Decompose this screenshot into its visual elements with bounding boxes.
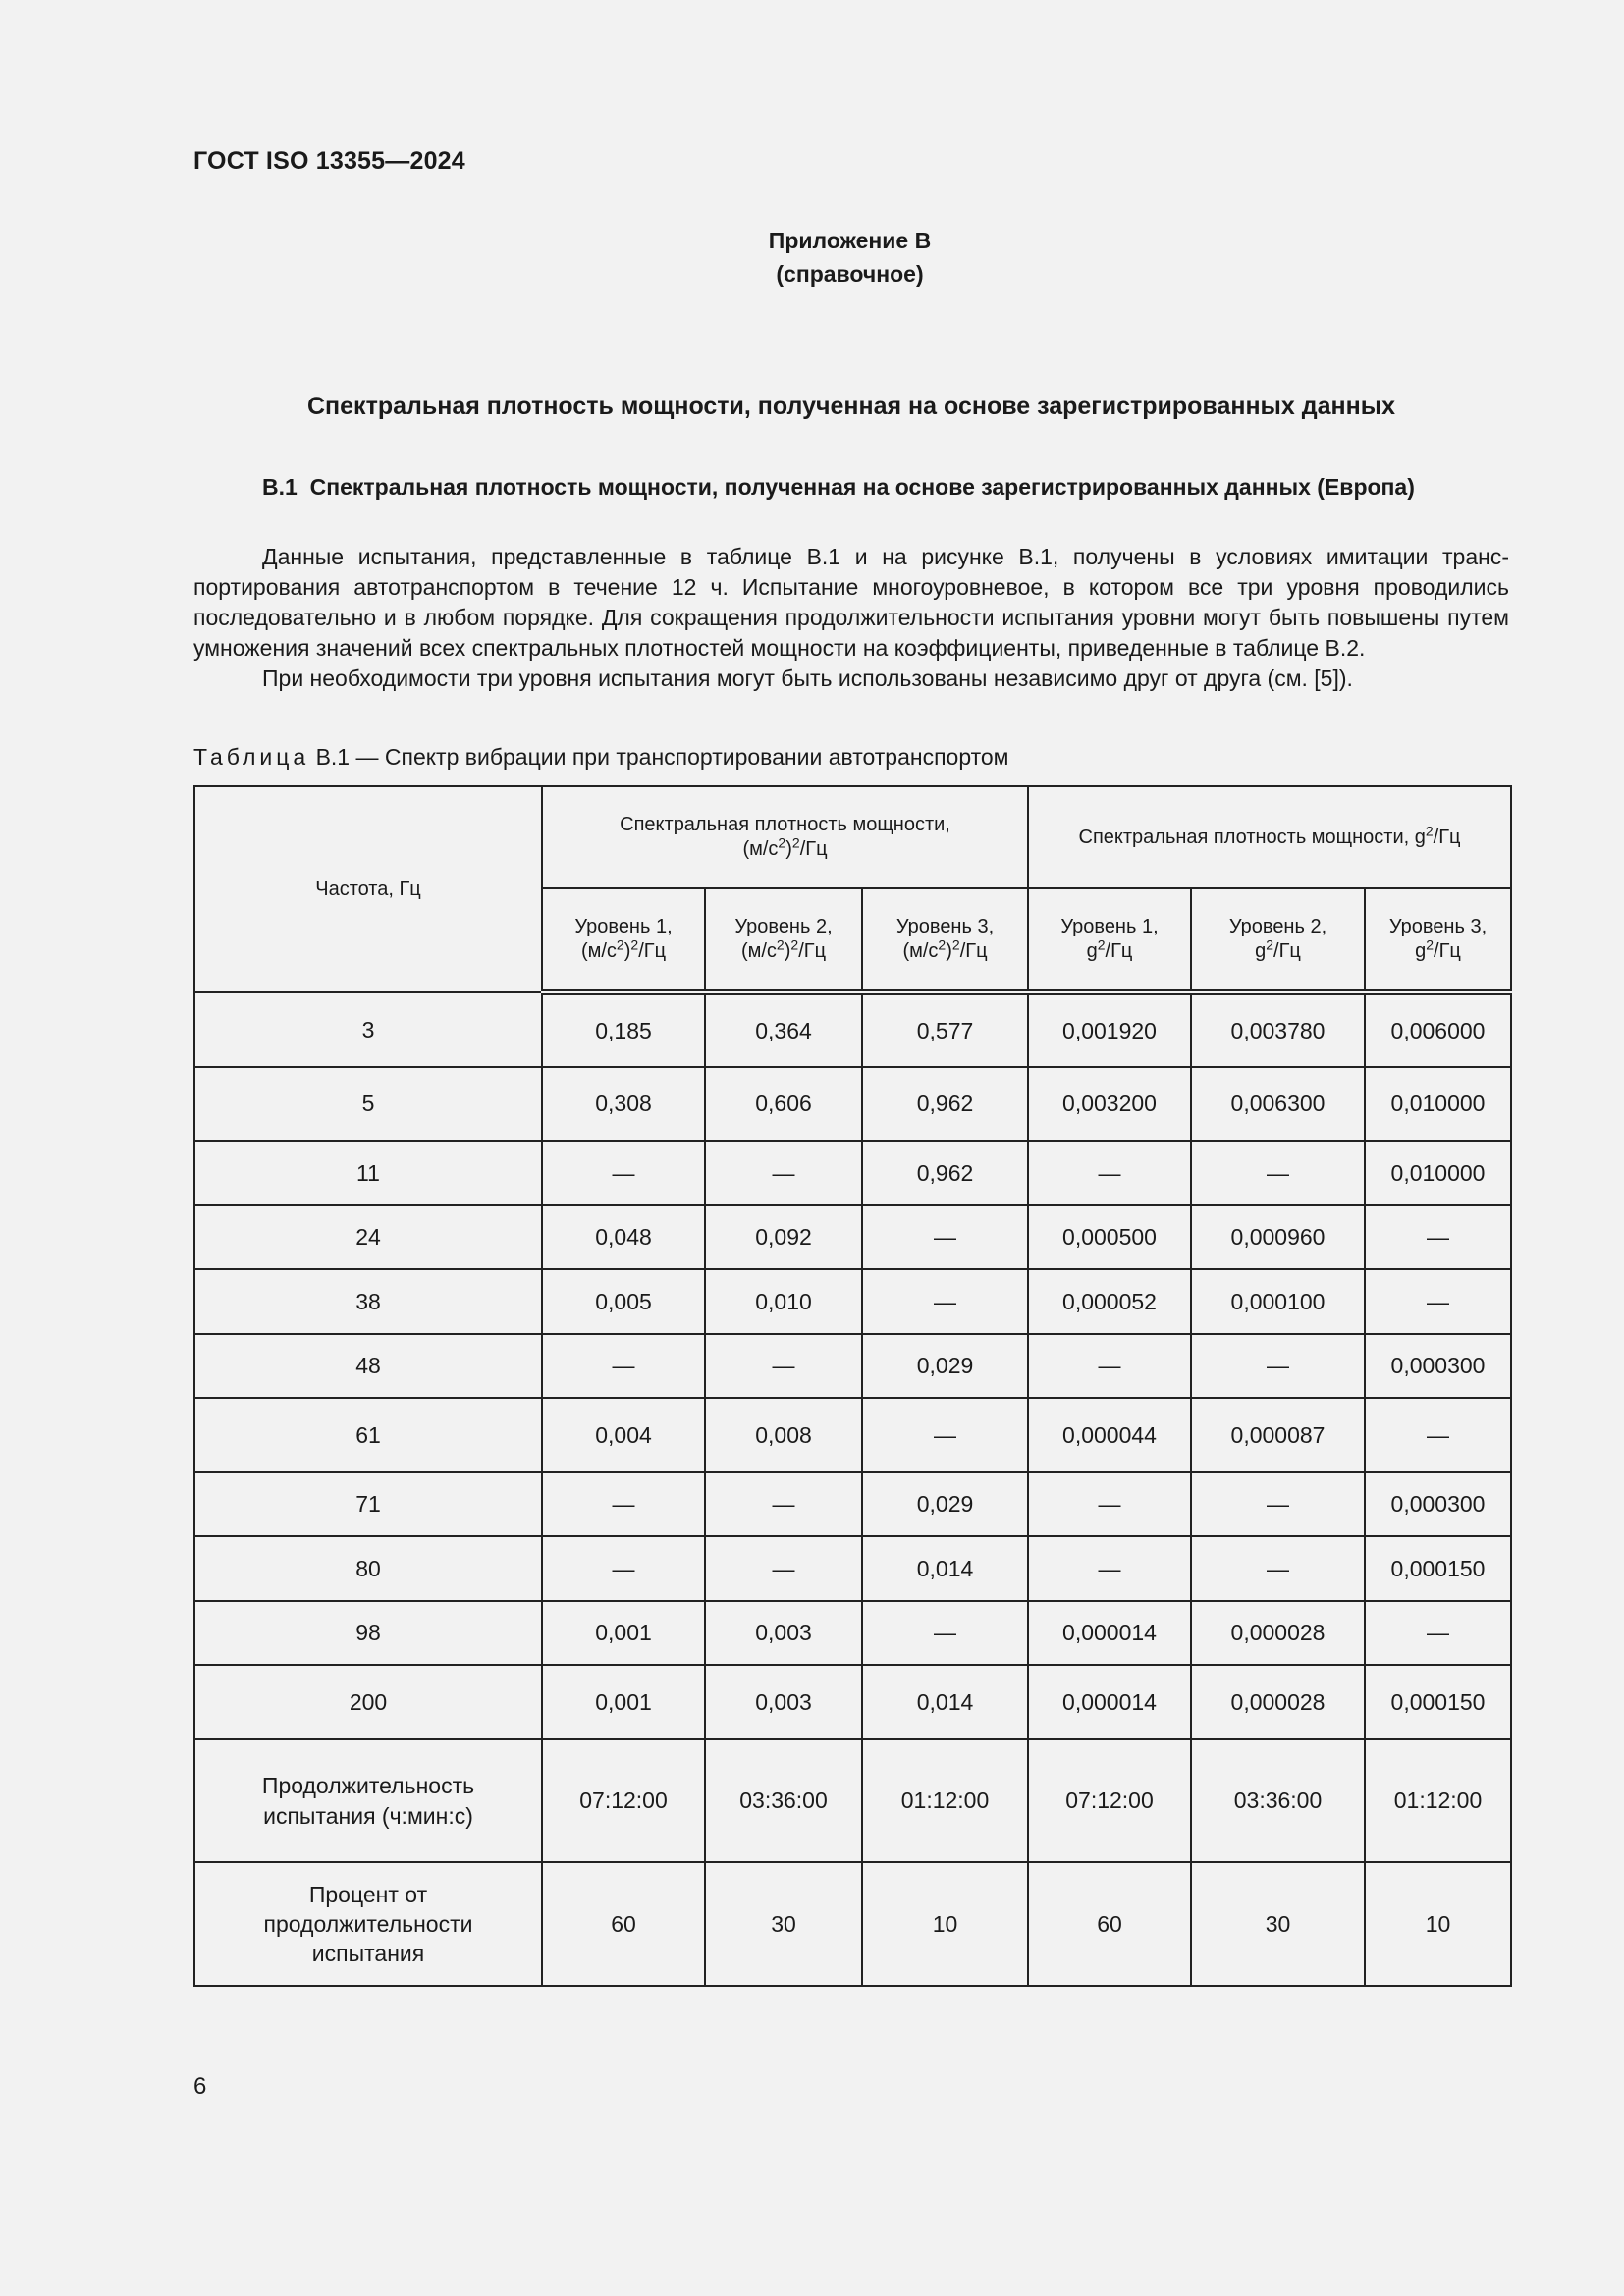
level-3-g-header: Уровень 3, $g^2/Гц$ (1365, 888, 1511, 992)
cell-value: 0,005 (542, 1269, 705, 1334)
table-row (194, 1205, 1511, 1269)
cell-frequency: 98 (194, 1601, 542, 1665)
cell-value: 0,001920 (1028, 992, 1191, 1067)
cell-value: 0,000014 (1028, 1665, 1191, 1739)
cell-value: 0,000150 (1365, 1536, 1511, 1601)
cell-value: — (1191, 1536, 1365, 1601)
cell-value: — (862, 1398, 1028, 1472)
duration-label: Продолжительность испытания (ч:мин:с) (194, 1739, 542, 1862)
cell-value: 0,962 (862, 1067, 1028, 1141)
cell-frequency: 61 (194, 1398, 542, 1472)
cell-value: 0,000300 (1365, 1334, 1511, 1398)
cell-value: 0,606 (705, 1067, 862, 1141)
cell-value: — (1028, 1536, 1191, 1601)
cell-value: — (862, 1269, 1028, 1334)
level-1-ms-header: Уровень 1, $(м/с^2)^2/Гц$ (542, 888, 705, 992)
cell-value: 0,000028 (1191, 1601, 1365, 1665)
duration-row (194, 1739, 1511, 1862)
section-title: Спектральная плотность мощности, полученная на основе зарегистрированных данных (Европа) (309, 474, 1415, 500)
document-title: Спектральная плотность мощности, полученная на основе зарегистрированных данных (307, 393, 1395, 420)
cell-value: — (1191, 1141, 1365, 1205)
cell-frequency: 11 (194, 1141, 542, 1205)
spectrum-table (193, 785, 1512, 1987)
cell-frequency: 24 (194, 1205, 542, 1269)
cell-value: 0,003 (705, 1601, 862, 1665)
cell-value: 0,001 (542, 1601, 705, 1665)
body-text (193, 542, 1509, 694)
cell-value: 0,308 (542, 1067, 705, 1141)
cell-value: 0,010000 (1365, 1141, 1511, 1205)
table-row (194, 992, 1511, 1067)
cell-value: 0,003200 (1028, 1067, 1191, 1141)
cell-value: — (1191, 1472, 1365, 1536)
cell-value: 0,004 (542, 1398, 705, 1472)
cell-frequency: 38 (194, 1269, 542, 1334)
section-heading (262, 472, 1509, 503)
frequency-header: Частота, Гц (194, 786, 542, 992)
table-caption-text: B.1 — Спектр вибрации при транспортировании автотранспортом (309, 744, 1009, 770)
cell-value: — (542, 1141, 705, 1205)
cell-value: 03:36:00 (705, 1739, 862, 1862)
cell-value: 30 (705, 1862, 862, 1986)
cell-value: — (1365, 1205, 1511, 1269)
cell-value: 30 (1191, 1862, 1365, 1986)
table-caption (193, 744, 1009, 771)
cell-value: 0,003780 (1191, 992, 1365, 1067)
cell-frequency: 200 (194, 1665, 542, 1739)
paragraph: При необходимости три уровня испытания могут быть использованы независимо друг от друга (см. [5]). (262, 666, 1353, 691)
cell-value: 60 (542, 1862, 705, 1986)
cell-value: 07:12:00 (542, 1739, 705, 1862)
cell-value: 0,001 (542, 1665, 705, 1739)
cell-value: 0,029 (862, 1334, 1028, 1398)
page-number: 6 (193, 2073, 207, 2100)
cell-value: 0,000100 (1191, 1269, 1365, 1334)
cell-value: 03:36:00 (1191, 1739, 1365, 1862)
appendix-title: Приложение B (768, 228, 932, 253)
cell-value: 0,092 (705, 1205, 862, 1269)
cell-value: 0,006000 (1365, 992, 1511, 1067)
cell-frequency: 71 (194, 1472, 542, 1536)
cell-value: 60 (1028, 1862, 1191, 1986)
table-caption-label: Таблица (193, 744, 310, 770)
level-2-ms-header: Уровень 2, $(м/с^2)^2/Гц$ (705, 888, 862, 992)
group-header-ms: Спектральная плотность мощности, $(м/с^2)^2/Гц$ (542, 786, 1028, 888)
cell-value: 01:12:00 (862, 1739, 1028, 1862)
cell-value: 0,577 (862, 992, 1028, 1067)
section-number: B.1 (262, 474, 298, 500)
cell-value: — (862, 1205, 1028, 1269)
cell-value: 0,000028 (1191, 1665, 1365, 1739)
cell-value: 01:12:00 (1365, 1739, 1511, 1862)
cell-value: 0,006300 (1191, 1067, 1365, 1141)
cell-value: 0,000960 (1191, 1205, 1365, 1269)
cell-value: — (1365, 1269, 1511, 1334)
cell-value: — (862, 1601, 1028, 1665)
cell-value: — (1365, 1398, 1511, 1472)
cell-value: 0,029 (862, 1472, 1028, 1536)
cell-value: 0,014 (862, 1665, 1028, 1739)
cell-value: — (1028, 1141, 1191, 1205)
cell-value: — (1365, 1601, 1511, 1665)
table-row (194, 1536, 1511, 1601)
table-row (194, 1334, 1511, 1398)
cell-frequency: 48 (194, 1334, 542, 1398)
appendix-type: (справочное) (776, 261, 924, 287)
cell-value: 10 (1365, 1862, 1511, 1986)
cell-frequency: 5 (194, 1067, 542, 1141)
cell-value: 0,000500 (1028, 1205, 1191, 1269)
percent-row (194, 1862, 1511, 1986)
appendix-heading (0, 224, 1624, 291)
cell-value: — (1028, 1334, 1191, 1398)
cell-value: 0,014 (862, 1536, 1028, 1601)
level-2-g-header: Уровень 2, $g^2/Гц$ (1191, 888, 1365, 992)
cell-value: 0,010 (705, 1269, 862, 1334)
cell-value: — (542, 1536, 705, 1601)
cell-frequency: 3 (194, 992, 542, 1067)
cell-value: 0,000044 (1028, 1398, 1191, 1472)
cell-value: 0,000014 (1028, 1601, 1191, 1665)
cell-value: 10 (862, 1862, 1028, 1986)
cell-value: 0,185 (542, 992, 705, 1067)
table-row (194, 1398, 1511, 1472)
cell-value: 0,000052 (1028, 1269, 1191, 1334)
level-1-g-header: Уровень 1, $g^2/Гц$ (1028, 888, 1191, 992)
cell-value: 0,364 (705, 992, 862, 1067)
document-code: ГОСТ ISO 13355—2024 (193, 147, 465, 175)
cell-value: 07:12:00 (1028, 1739, 1191, 1862)
cell-frequency: 80 (194, 1536, 542, 1601)
paragraph: Данные испытания, представленные в таблице B.1 и на рисунке B.1, получены в условиях имитации транспортирования автотранспортом в течение 12 ч. Испытание многоуровневое, в котором все три уровня проводились последовательно и в любом порядке. Для сокращения продолжительности испытания уровни могут быть повышены путем умножения значений всех спектральных плотностей мощности на коэффициенты, приведенные в таблице B.2. (193, 544, 1509, 661)
cell-value: 0,008 (705, 1398, 862, 1472)
table-row (194, 1141, 1511, 1205)
cell-value: 0,003 (705, 1665, 862, 1739)
group-header-g: Спектральная плотность мощности, $g^2/Гц$ (1028, 786, 1511, 888)
cell-value: — (705, 1536, 862, 1601)
table-row (194, 1665, 1511, 1739)
percent-label: Процент от продолжительности испытания (194, 1862, 542, 1986)
cell-value: 0,010000 (1365, 1067, 1511, 1141)
cell-value: — (542, 1334, 705, 1398)
table-row (194, 1067, 1511, 1141)
cell-value: — (705, 1334, 862, 1398)
table-row (194, 1269, 1511, 1334)
cell-value: 0,000087 (1191, 1398, 1365, 1472)
cell-value: 0,000150 (1365, 1665, 1511, 1739)
cell-value: — (705, 1141, 862, 1205)
cell-value: — (1191, 1334, 1365, 1398)
level-3-ms-header: Уровень 3, $(м/с^2)^2/Гц$ (862, 888, 1028, 992)
cell-value: 0,048 (542, 1205, 705, 1269)
cell-value: 0,000300 (1365, 1472, 1511, 1536)
cell-value: — (1028, 1472, 1191, 1536)
cell-value: 0,962 (862, 1141, 1028, 1205)
table-row (194, 1472, 1511, 1536)
table-row (194, 1601, 1511, 1665)
cell-value: — (542, 1472, 705, 1536)
cell-value: — (705, 1472, 862, 1536)
